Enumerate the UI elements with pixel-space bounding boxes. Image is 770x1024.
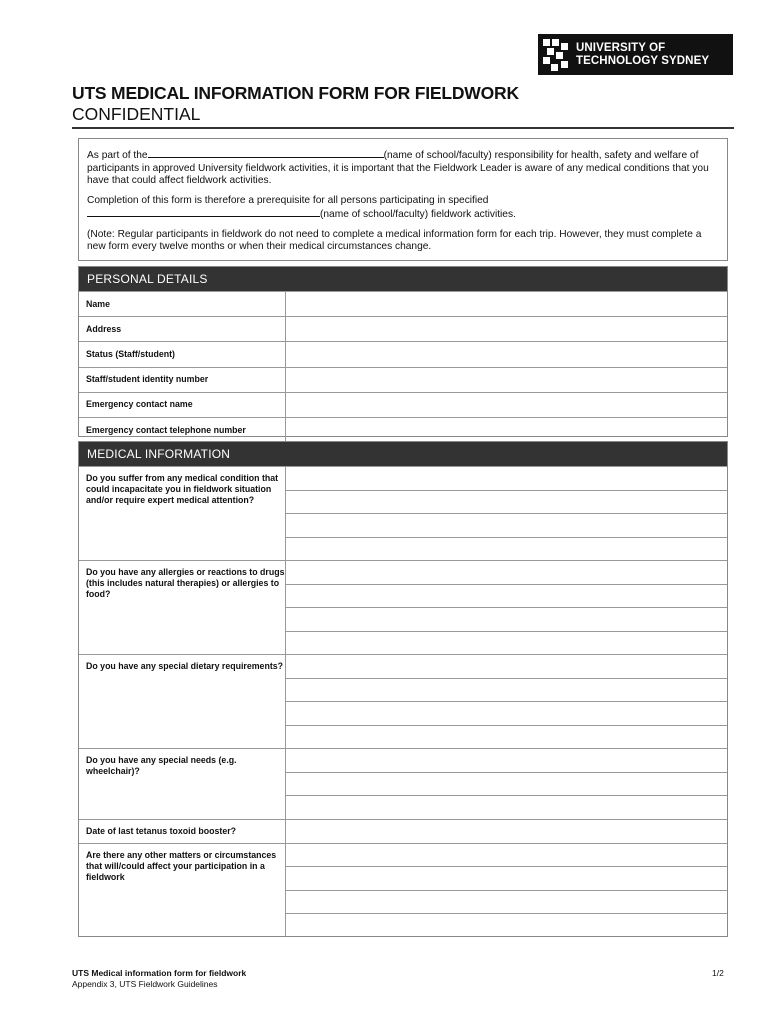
intro-paragraph-2 (87, 195, 719, 222)
school-faculty-blank-1[interactable] (148, 148, 384, 158)
uts-logo (538, 34, 733, 75)
footer-title: UTS Medical information form for fieldwork (72, 968, 247, 978)
field-label: Emergency contact telephone number (79, 418, 286, 442)
intro-p2-start: Completion of this form is therefore a prerequisite for all persons participating in specified (87, 194, 489, 206)
personal-details-section (78, 266, 728, 437)
answer-lines[interactable] (286, 561, 727, 654)
personal-details-heading: PERSONAL DETAILS (79, 267, 727, 291)
emergency-contact-phone-field[interactable] (286, 418, 727, 442)
field-row-identity (79, 367, 727, 392)
name-field[interactable] (286, 292, 727, 316)
question-label: Do you have any special dietary requirements? (79, 655, 286, 748)
field-row-emergency-phone (79, 417, 727, 442)
field-row-emergency-name (79, 392, 727, 417)
medical-information-section (78, 441, 728, 937)
footer (72, 968, 246, 990)
title-divider (72, 127, 734, 129)
intro-paragraph-3: (Note: Regular participants in fieldwork do not need to complete a medical information form for each trip. However, they must complete a new form every twelve months or when their medical circumstances change. (87, 228, 702, 252)
question-label: Date of last tetanus toxoid booster? (79, 820, 286, 843)
question-block (79, 560, 727, 654)
field-label: Emergency contact name (79, 393, 286, 417)
question-label: Are there any other matters or circumstances that will/could affect your participation in a fieldwork (79, 844, 286, 936)
field-label: Status (Staff/student) (79, 342, 286, 366)
field-label: Name (79, 292, 286, 316)
question-label: Do you have any special needs (e.g. wheelchair)? (79, 749, 286, 819)
identity-number-field[interactable] (286, 368, 727, 392)
field-row-address (79, 316, 727, 341)
logo-text (576, 42, 709, 68)
page-number: 1/2 (712, 968, 724, 978)
school-faculty-blank-2[interactable] (87, 207, 320, 217)
footer-subtitle: Appendix 3, UTS Fieldwork Guidelines (72, 979, 218, 989)
field-row-status (79, 341, 727, 366)
address-field[interactable] (286, 317, 727, 341)
question-block (79, 466, 727, 560)
question-block (79, 843, 727, 936)
status-field[interactable] (286, 342, 727, 366)
question-label: Do you suffer from any medical condition that could incapacitate you in fieldwork situation and/or require expert medical attention? (79, 467, 286, 560)
intro-p1-start: As part of the (87, 150, 148, 161)
intro-p2-rest: (name of school/faculty) fieldwork activities. (320, 209, 516, 220)
page-title: UTS MEDICAL INFORMATION FORM FOR FIELDWORK (72, 83, 519, 103)
question-block (79, 748, 727, 819)
intro-p1-rest: (name of school/faculty) responsibility for health, safety and welfare of participants in approved University fieldwork activities, it is important that the Fieldwork Leader is aware of any medical conditions that you have that could affect fieldwork activities. (87, 150, 709, 186)
emergency-contact-name-field[interactable] (286, 393, 727, 417)
answer-lines[interactable] (286, 749, 727, 819)
answer-lines[interactable] (286, 655, 727, 748)
uts-emblem-icon (541, 37, 571, 73)
answer-lines[interactable] (286, 467, 727, 560)
field-label: Address (79, 317, 286, 341)
question-block (79, 654, 727, 748)
question-label: Do you have any allergies or reactions to drugs (this includes natural therapies) or allergies to food? (79, 561, 286, 654)
field-label: Staff/student identity number (79, 368, 286, 392)
intro-paragraph-1 (87, 148, 719, 188)
medical-information-heading: MEDICAL INFORMATION (79, 442, 727, 466)
answer-lines[interactable] (286, 820, 727, 843)
intro-box (78, 138, 728, 261)
answer-lines[interactable] (286, 844, 727, 936)
question-block (79, 819, 727, 843)
logo-line-1: UNIVERSITY OF (576, 41, 666, 54)
field-row-name (79, 291, 727, 316)
logo-line-2: TECHNOLOGY SYDNEY (576, 54, 710, 67)
page-subtitle: CONFIDENTIAL (72, 104, 201, 124)
